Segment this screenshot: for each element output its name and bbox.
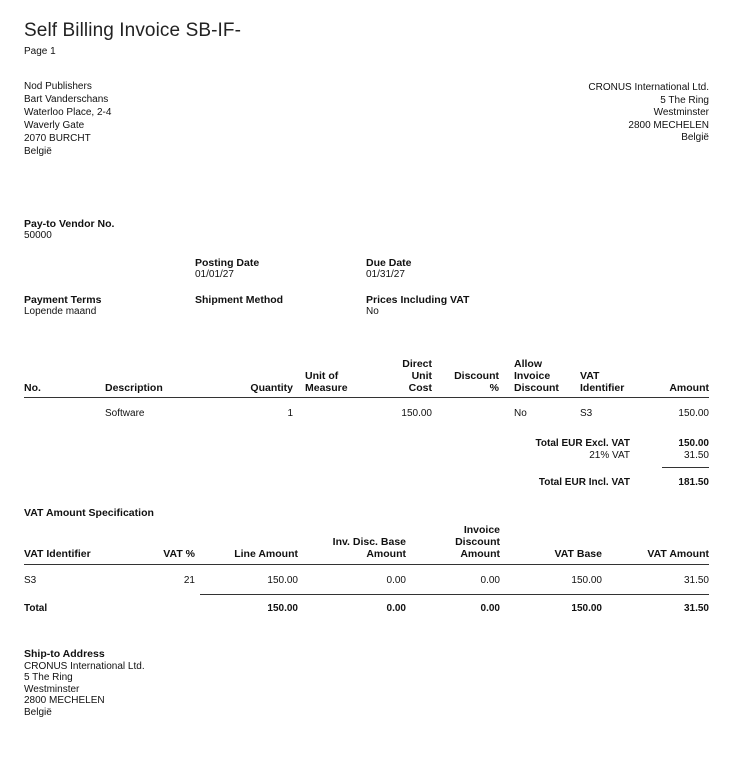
total-excl-vat-label: Total EUR Excl. VAT xyxy=(535,438,630,449)
vat-header-divider xyxy=(24,564,709,565)
header-line: Allow xyxy=(514,358,542,370)
header-line: Discount xyxy=(455,536,500,548)
total-excl-vat-value: 150.00 xyxy=(678,438,709,449)
vat-total-divider xyxy=(200,594,709,595)
vat-total-invoice-discount: 0.00 xyxy=(480,603,500,614)
vat-total-vat-amount: 31.50 xyxy=(683,603,709,614)
vendor-address-line: Waverly Gate xyxy=(24,120,85,131)
col-header-amount: Amount xyxy=(669,382,709,394)
col-header-description: Description xyxy=(105,382,163,394)
vat-col-invoice-discount xyxy=(420,524,500,560)
header-line: VAT xyxy=(580,370,600,382)
col-header-quantity: Quantity xyxy=(250,382,293,394)
header-line: % xyxy=(489,382,499,394)
vendor-address-line: België xyxy=(24,146,52,157)
document-title: Self Billing Invoice SB-IF- xyxy=(24,20,242,41)
vat-total-inv-disc-base: 0.00 xyxy=(386,603,406,614)
ship-to-line: 2800 MECHELEN xyxy=(24,695,105,706)
header-line: Amount xyxy=(460,548,500,560)
cell-direct-unit-cost: 150.00 xyxy=(401,408,432,419)
ship-to-line: CRONUS International Ltd. xyxy=(24,660,145,672)
cell-description: Software xyxy=(105,408,145,419)
vat-cell-identifier: S3 xyxy=(24,575,37,586)
vat-col-vat-amount: VAT Amount xyxy=(647,548,709,560)
header-line: Unit xyxy=(411,370,432,382)
posting-date-value: 01/01/27 xyxy=(195,269,234,280)
vendor-address xyxy=(24,80,111,158)
vat-col-line-amount: Line Amount xyxy=(234,548,298,560)
col-header-direct-unit-cost xyxy=(380,358,432,394)
header-line: Identifier xyxy=(580,382,625,394)
page-number: Page 1 xyxy=(24,46,56,57)
vendor-address-line: Nod Publishers xyxy=(24,81,92,92)
vat-total-label: Total xyxy=(24,603,48,614)
shipment-method xyxy=(195,294,283,306)
vat-cell-vat-base: 150.00 xyxy=(571,575,602,586)
pay-to-vendor-label: Pay-to Vendor No. xyxy=(24,218,115,230)
company-address-line: CRONUS International Ltd. xyxy=(588,82,709,93)
vat-cell-invoice-discount: 0.00 xyxy=(480,575,500,586)
cell-amount: 150.00 xyxy=(678,408,709,419)
prices-including-vat-value: No xyxy=(366,306,379,317)
col-header-allow-invoice-discount xyxy=(514,358,559,394)
vat-col-vat-base: VAT Base xyxy=(554,548,602,560)
pay-to-vendor-value: 50000 xyxy=(24,230,52,241)
company-address-line: 2800 MECHELEN xyxy=(628,119,709,131)
ship-to-line: 5 The Ring xyxy=(24,672,73,683)
vat-percent-label: 21% VAT xyxy=(589,450,630,461)
table-header-divider xyxy=(24,397,709,398)
vat-cell-vat-amount: 31.50 xyxy=(683,575,709,586)
payment-terms-label: Payment Terms xyxy=(24,294,102,306)
cell-quantity: 1 xyxy=(287,408,293,419)
ship-to-label: Ship-to Address xyxy=(24,648,105,660)
header-line: Discount xyxy=(514,382,559,394)
col-header-unit-of-measure xyxy=(305,370,348,394)
cell-allow-invoice-discount: No xyxy=(514,408,527,419)
prices-including-vat xyxy=(366,294,469,318)
vat-col-percent: VAT % xyxy=(163,548,195,560)
pay-to-vendor xyxy=(24,218,114,242)
vat-cell-line-amount: 150.00 xyxy=(267,575,298,586)
header-line: Discount xyxy=(454,370,499,382)
shipment-method-label: Shipment Method xyxy=(195,294,284,306)
vat-cell-inv-disc-base: 0.00 xyxy=(386,575,406,586)
prices-including-vat-label: Prices Including VAT xyxy=(366,294,470,306)
col-header-vat-identifier xyxy=(580,370,624,394)
vat-percent-value: 31.50 xyxy=(683,450,709,461)
header-line: Unit of xyxy=(305,370,339,382)
total-incl-vat-value: 181.50 xyxy=(678,477,709,488)
header-line: Measure xyxy=(305,382,348,394)
ship-to-line: België xyxy=(24,706,52,718)
header-line: Inv. Disc. Base xyxy=(332,536,406,548)
ship-to-line: Westminster xyxy=(24,683,80,695)
vendor-address-line: 2070 BURCHT xyxy=(24,133,91,144)
due-date-label: Due Date xyxy=(366,257,412,269)
company-address-line: België xyxy=(681,132,709,143)
company-address-line: 5 The Ring xyxy=(660,94,709,106)
cell-vat-identifier: S3 xyxy=(580,408,593,419)
company-address xyxy=(588,82,709,145)
ship-to-address xyxy=(24,649,145,718)
posting-date-label: Posting Date xyxy=(195,257,260,269)
vat-col-inv-disc-base xyxy=(310,536,406,560)
totals-divider xyxy=(662,467,709,468)
header-line: Invoice xyxy=(463,524,500,536)
vat-total-vat-base: 150.00 xyxy=(571,603,602,614)
vat-total-line-amount: 150.00 xyxy=(267,603,298,614)
payment-terms-value: Lopende maand xyxy=(24,306,97,317)
header-line: Amount xyxy=(366,548,406,560)
col-header-discount xyxy=(445,370,499,394)
due-date xyxy=(366,257,412,281)
vat-spec-title: VAT Amount Specification xyxy=(24,507,154,519)
header-line: Cost xyxy=(408,382,432,394)
header-line: Direct xyxy=(402,358,432,370)
company-address-line: Westminster xyxy=(653,107,709,118)
payment-terms xyxy=(24,294,101,318)
due-date-value: 01/31/27 xyxy=(366,269,405,280)
vat-col-identifier: VAT Identifier xyxy=(24,548,91,560)
vat-cell-percent: 21 xyxy=(183,575,195,586)
vendor-address-line: Waterloo Place, 2-4 xyxy=(24,107,112,118)
vendor-address-line: Bart Vanderschans xyxy=(24,94,109,105)
col-header-no: No. xyxy=(24,382,41,394)
header-line: Invoice xyxy=(514,370,551,382)
posting-date xyxy=(195,257,259,281)
total-incl-vat-label: Total EUR Incl. VAT xyxy=(538,477,630,488)
